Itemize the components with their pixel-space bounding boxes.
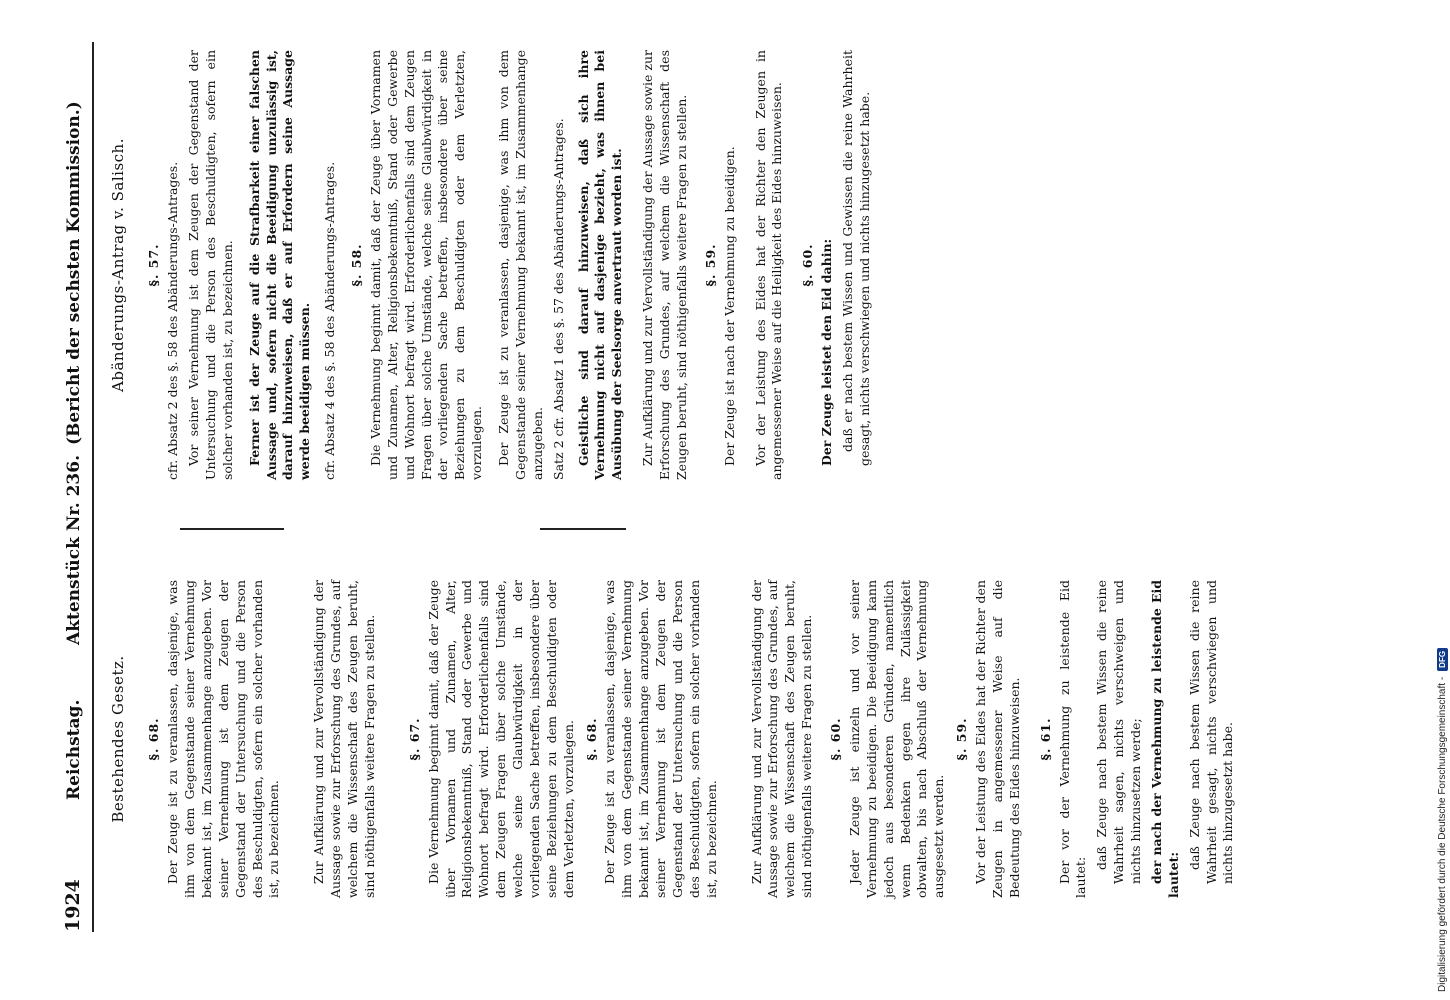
section-text: Der Zeuge leistet den Eid dahin: xyxy=(819,238,835,466)
section-sign: §. 60. xyxy=(828,717,843,761)
section-text: Zur Aufklärung und zur Vervollständigung der Aussage sowie zur Erforschung des Grundes, auf welchem die Wissenschaft des Zeugen beruht, sind nöthigenfalls weitere Fragen zu stellen. xyxy=(311,580,377,898)
cross-reference: cfr. Absatz 2 des §. 58 des Abänderungs-Antrages. xyxy=(165,161,181,480)
section-text: Die Vernehmung beginnt damit, daß der Zeuge über Vornamen und Zunamen, Alter, Religionsbekenntniß, Stand oder Gewerbe und Wohnort befragt wird. Erforderlichenfalls sind dem Zeugen Fragen über solche Umstände, welche seine Glaubwürdigkeit in der vorliegenden Sache betreffen, insbesondere über seine Beziehungen zu dem Beschuldigten oder dem Verletzten, vorzulegen. xyxy=(425,580,576,898)
right-column-amendment xyxy=(108,50,878,480)
section-sign: §. 61. xyxy=(1037,717,1053,761)
section-text: Vor der Leistung des Eides hat der Richter den Zeugen in angemessener Weise auf die Heiligkeit des Eides hinzuweisen. xyxy=(752,50,785,480)
section-sign: §. 57. xyxy=(146,243,162,287)
page-header xyxy=(56,0,96,1000)
section-text: Geistliche sind darauf hinzuweisen, daß sich ihre Vernehmung nicht auf dasjenige bezieht, was ihnen bei Ausübung der Seelsorge anvertraut worden ist. xyxy=(575,50,625,480)
header-report: (Bericht der sechsten Kommission.) xyxy=(64,101,84,445)
dfg-logo: DFG xyxy=(1437,648,1448,671)
section-text: Der Zeuge ist nach der Vernehmung zu beeidigen. xyxy=(721,146,737,466)
section-text: der nach der Vernehmung zu leistende Eid lautet: xyxy=(1148,580,1181,898)
cross-reference: Satz 2 cfr. Absatz 1 des §. 57 des Abänderungs-Antrages. xyxy=(550,118,566,480)
brace-line xyxy=(180,528,284,530)
section-text: Vor der Leistung des Eides hat der Richter den Zeugen in angemessener Weise auf die Bedeutung des Eides hinzuweisen. xyxy=(973,580,1022,898)
section-text: Jeder Zeuge ist einzeln und vor seiner Vernehmung zu beeidigen. Die Beeidigung kann jedoch aus besonderen Gründen, namentlich wenn Bedenken gegen ihre Zulässigkeit obwalten, bis nach Abschluß der Vernehmung ausgesetzt werden. xyxy=(846,580,947,898)
section-text: daß Zeuge nach bestem Wissen die reine Wahrheit gesagt, nichts verschwiegen und nichts hinzugesetzt habe. xyxy=(1186,580,1236,884)
header-house: Reichstag. xyxy=(64,699,84,800)
section-text: Ferner ist der Zeuge auf die Strafbarkeit einer falschen Aussage und, sofern nicht die Beeidigung unzulässig ist, darauf hinzuweisen, daß er auf Erfordern seine Aussage werde beeidigen müssen. xyxy=(246,50,313,480)
header-document-number: Aktenstück Nr. 236. xyxy=(64,454,84,645)
right-column-heading: Abänderungs-Antrag v. Salisch. xyxy=(109,138,127,392)
cross-reference: cfr. Absatz 4 des §. 58 des Abänderungs-Antrages. xyxy=(322,161,338,480)
header-year: 1924 xyxy=(62,879,84,932)
section-sign: §. 67. xyxy=(406,717,422,761)
section-text: daß er nach bestem Wissen und Gewissen die reine Wahrheit gesagt, nichts verschwiegen und nichts hinzugesetzt habe. xyxy=(840,50,872,466)
credit-text: Digitalisierung gefördert durch die Deutsche Forschungsgemeinschaft - xyxy=(1436,676,1448,992)
brace-line xyxy=(540,528,626,530)
digitization-credit xyxy=(1418,8,1448,992)
section-text: Der Zeuge ist zu veranlassen, dasjenige, was ihm von dem Gegenstande seiner Vernehmung bekannt ist, im Zusammenhange anzugeben. Vor seiner Vernehmung ist dem Zeugen der Gegenstand der Untersuchung und die Person des Beschuldigten, sofern ein solcher vorhanden ist, zu bezeichnen. xyxy=(602,580,719,898)
left-column-heading: Bestehendes Gesetz. xyxy=(109,655,127,823)
section-text: Vor seiner Vernehmung ist dem Zeugen der Gegenstand der Untersuchung und die Person des Beschuldigten, sofern ein solcher vorhanden ist, zu bezeichnen. xyxy=(186,50,235,480)
section-text: Der Zeuge ist zu veranlassen, dasjenige, was ihm von dem Gegenstande seiner Vernehmung bekannt ist, im Zusammenhange anzugeben. xyxy=(496,50,545,480)
section-sign: §. 59. xyxy=(702,243,718,287)
section-text: Der Zeuge ist zu veranlassen, dasjenige, was ihm von dem Gegenstande seiner Vernehmung bekannt ist, im Zusammenhange anzugeben. Vor seiner Vernehmung ist dem Zeugen der Gegenstand der Untersuchung und die Person des Beschuldigten, sofern ein solcher vorhanden ist, zu bezeichnen. xyxy=(165,580,282,898)
header-rule xyxy=(92,42,94,932)
section-sign: §. 60. xyxy=(800,243,816,287)
section-text: daß Zeuge nach bestem Wissen die reine Wahrheit sagen, nichts verschweigen und nichts hinzusetzen werde; xyxy=(1094,580,1143,884)
section-text: Zur Aufklärung und zur Vervollständigung der Aussage sowie zur Erforschung des Grundes, auf welchem die Wissenschaft des Zeugen beruht, sind nöthigenfalls weitere Fragen zu stellen. xyxy=(748,580,815,898)
section-text: Die Vernehmung beginnt damit, daß der Zeuge über Vornamen und Zunamen, Alter, Religionsbekenntniß, Stand oder Gewerbe und Wohnort befragt wird. Erforderlichenfalls sind dem Zeugen Fragen über solche Umstände, welche seine Glaubwürdigkeit in der vorliegenden Sache betreffen, insbesondere über seine Beziehungen zu dem Beschuldigten oder dem Verletzten, vorzulegen. xyxy=(367,50,485,480)
section-sign: §. 58. xyxy=(349,243,364,287)
section-text: Zur Aufklärung und zur Vervollständigung der Aussage sowie zur Erforschung des Grundes, auf welchem die Wissenschaft des Zeugen beruht, sind nöthigenfalls weitere Fragen zu stellen. xyxy=(640,50,689,480)
left-column-existing-law xyxy=(108,580,1241,898)
section-sign: §. 68. xyxy=(146,717,162,761)
section-sign: §. 59. xyxy=(954,717,970,761)
section-sign: §. 68. xyxy=(583,717,599,761)
section-text: Der vor der Vernehmung zu leistende Eid lautet: xyxy=(1056,580,1089,898)
